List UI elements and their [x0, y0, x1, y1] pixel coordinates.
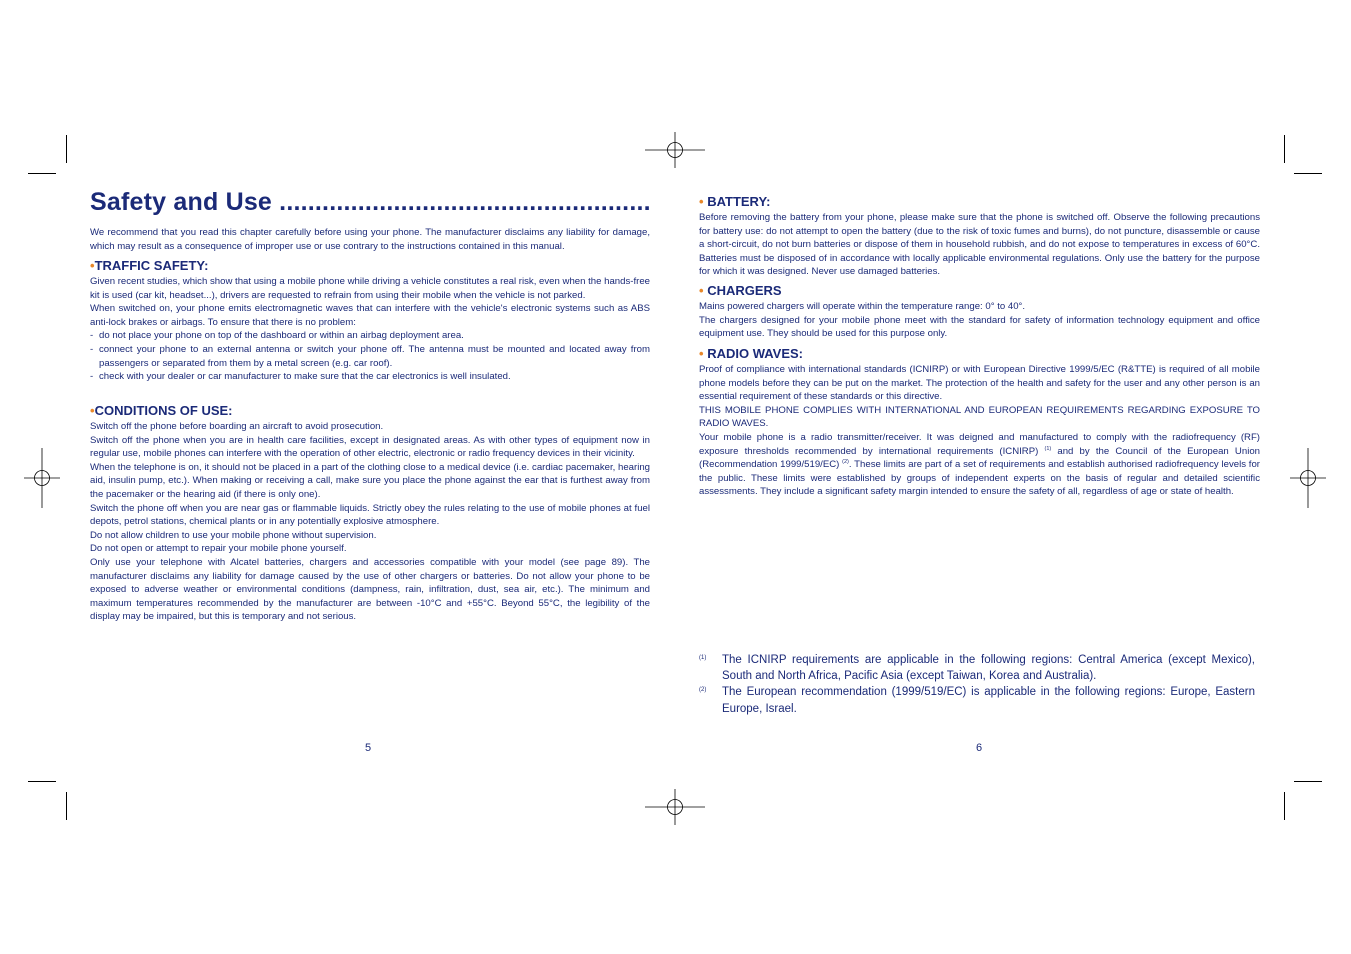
page-title: Safety and Use ....................................................: [90, 188, 651, 216]
footnote-ref: (2): [842, 458, 849, 465]
bullet-icon: •: [699, 194, 704, 209]
footnotes: [699, 652, 1255, 717]
footnote-text: The European recommendation (1999/519/EC) is applicable in the following regions: Europe, Eastern Europe, Israel.: [722, 686, 1255, 715]
bullet-icon: •: [90, 403, 95, 418]
section-heading: [699, 346, 1260, 362]
paragraph: Switch the phone off when you are near gas or flammable liquids. Strictly obey the rules relating to the use of mobile phones at fuel depots, petrol stations, chemical plants or in any potentially explosive atmosphere.: [90, 502, 650, 528]
intro-section: [90, 226, 650, 253]
registration-mark-icon: [12, 448, 72, 508]
page-number: 6: [976, 742, 983, 754]
footnote-ref: (1): [1044, 445, 1052, 452]
list-item: - do not place your phone on top of the dashboard or within an airbag deployment area.: [90, 329, 650, 343]
footnote-text: The ICNIRP requirements are applicable in the following regions: Central America (except Mexico), South and North Africa, Pacific Asia (except Taiwan, Korea and Australia).: [722, 654, 1255, 683]
paragraph: Do not open or attempt to repair your mobile phone yourself.: [90, 543, 347, 555]
paragraph: When switched on, your phone emits electromagnetic waves that can interfere with the vehicle's electronic systems such as ABS anti-lock brakes or airbags. To ensure that there is no problem:: [90, 303, 650, 328]
registration-mark-icon: [645, 777, 705, 837]
chargers-section: [699, 283, 1260, 341]
section-heading: [90, 258, 650, 274]
radio-waves-section: [699, 346, 1260, 499]
paragraph: Before removing the battery from your phone, please make sure that the phone is switched off. Observe the following precautions for battery use: do not attempt to open the battery (due to the risk of toxic fumes and burns), do not puncture, disassemble or cause a short-circuit, do not burn batteries or dispose of them in household rubbish, and do not expose to temperatures in excess of 60°C. Batteries must be disposed of in accordance with locally applicable environmental regulations. Only use the battery for the purpose for which it was designed. Never use damaged batteries.: [699, 212, 1260, 278]
battery-section: [699, 194, 1260, 279]
section-heading: [90, 403, 650, 419]
list-item: - check with your dealer or car manufacturer to make sure that the car electronics is well insulated.: [90, 370, 650, 384]
heading-text: CONDITIONS OF USE:: [94, 403, 233, 418]
paragraph: Do not allow children to use your mobile phone without supervision.: [90, 529, 377, 541]
heading-text: CHARGERS: [707, 283, 782, 298]
paragraph: When the telephone is on, it should not be placed in a part of the clothing close to a medical device (i.e. cardiac pacemaker, hearing aid, insulin pump, etc.). When making or receiving a call, make sure you place the phone against the ear that is furthest away from the pacemaker or the hearing aid (if there is only one).: [90, 461, 650, 500]
crop-mark: [28, 173, 56, 174]
paragraph: Given recent studies, which show that using a mobile phone while driving a vehicle constitutes a real risk, even when the hands-free kit is used (car kit, headset...), drivers are requested to refrain from using their mobile when the vehicle is not parked.: [90, 276, 650, 301]
crop-mark: [66, 135, 67, 163]
crop-mark: [66, 792, 67, 820]
registration-mark-icon: [645, 120, 705, 180]
paragraph: Mains powered chargers will operate within the temperature range: 0° to 40°.: [699, 301, 1026, 312]
conditions-of-use-section: [90, 403, 650, 624]
paragraph: [699, 431, 1260, 499]
heading-text: BATTERY:: [707, 194, 771, 209]
section-heading: [699, 283, 1260, 299]
intro-paragraph: We recommend that you read this chapter carefully before using your phone. The manufacturer disclaims any liability for damage, which may result as a consequence of improper use or use contrary to the instructions contained in this manual.: [90, 227, 650, 252]
registration-mark-icon: [1278, 448, 1338, 508]
footnote: [699, 684, 1255, 716]
crop-mark: [1294, 173, 1322, 174]
paragraph: Switch off the phone before boarding an aircraft to avoid prosecution.: [90, 421, 384, 432]
heading-text: TRAFFIC SAFETY:: [94, 258, 209, 273]
crop-mark: [1284, 792, 1285, 820]
paragraph: Switch off the phone when you are in health care facilities, except in designated areas. As with other types of equipment now in regular use, mobile phones can interfere with the operation of other electric, electronic or radio frequency devices in their vicinity.: [90, 434, 650, 460]
paragraph: Only use your telephone with Alcatel batteries, chargers and accessories compatible with your model (see page 89). The manufacturer disclaims any liability for damage caused by the use of other chargers or batteries. Do not allow your phone to be exposed to adverse weather or environmental conditions (dampness, rain, infiltration, dust, sea air, etc.). The minimum and maximum temperatures recommended by the manufacturer are between -10°C and +55°C. Beyond 55°C, the legibility of the display may be impaired, but this is temporary and not serious.: [90, 556, 650, 623]
crop-mark: [1284, 135, 1285, 163]
traffic-safety-section: [90, 258, 650, 384]
list-item: - connect your phone to an external antenna or switch your phone off. The antenna must be mounted and located away from passengers or separated from them by a metal screen (e.g. car roof).: [90, 343, 650, 370]
paragraph: THIS MOBILE PHONE COMPLIES WITH INTERNATIONAL AND EUROPEAN REQUIREMENTS REGARDING EXPOSURE TO RADIO WAVES.: [699, 404, 1260, 430]
paragraph: Proof of compliance with international standards (ICNIRP) or with European Directive 1999/5/EC (R&TTE) is required of all mobile phone models before they can be put on the market. The protection of the health and safety for the user and any other person is an essential requirement of these standards or this directive.: [699, 364, 1260, 403]
text-run: . These limits are part of a set of requirements and establish authorised radiofrequency levels for the public. These limits were established by groups of independent experts on the basis of regular and detailed scientific assessments. They include a significant safety margin intended to ensure the safety of all, regardless of age or state of health.: [699, 459, 1260, 498]
bullet-icon: •: [699, 346, 704, 361]
bullet-icon: •: [90, 258, 95, 273]
footnote-mark: (2): [699, 687, 707, 694]
page-number: 5: [365, 742, 372, 754]
text-run: Your mobile phone is a radio transmitter/receiver. It was deigned and manufactured to comply with the radiofrequency (RF) exposure thresholds recommended by international requirements (ICNIRP): [699, 431, 1260, 457]
bullet-icon: •: [699, 283, 704, 298]
crop-mark: [1294, 781, 1322, 782]
heading-text: RADIO WAVES:: [707, 346, 804, 361]
paragraph: The chargers designed for your mobile phone meet with the standard for safety of information technology equipment and office equipment use. They should be used for this purpose only.: [699, 314, 1260, 340]
crop-mark: [28, 781, 56, 782]
text-run: and by the Council of the European Union (Recommendation 1999/519/EC): [699, 445, 1260, 471]
section-heading: [699, 194, 1260, 210]
footnote: [699, 652, 1255, 684]
footnote-mark: (1): [699, 655, 707, 661]
